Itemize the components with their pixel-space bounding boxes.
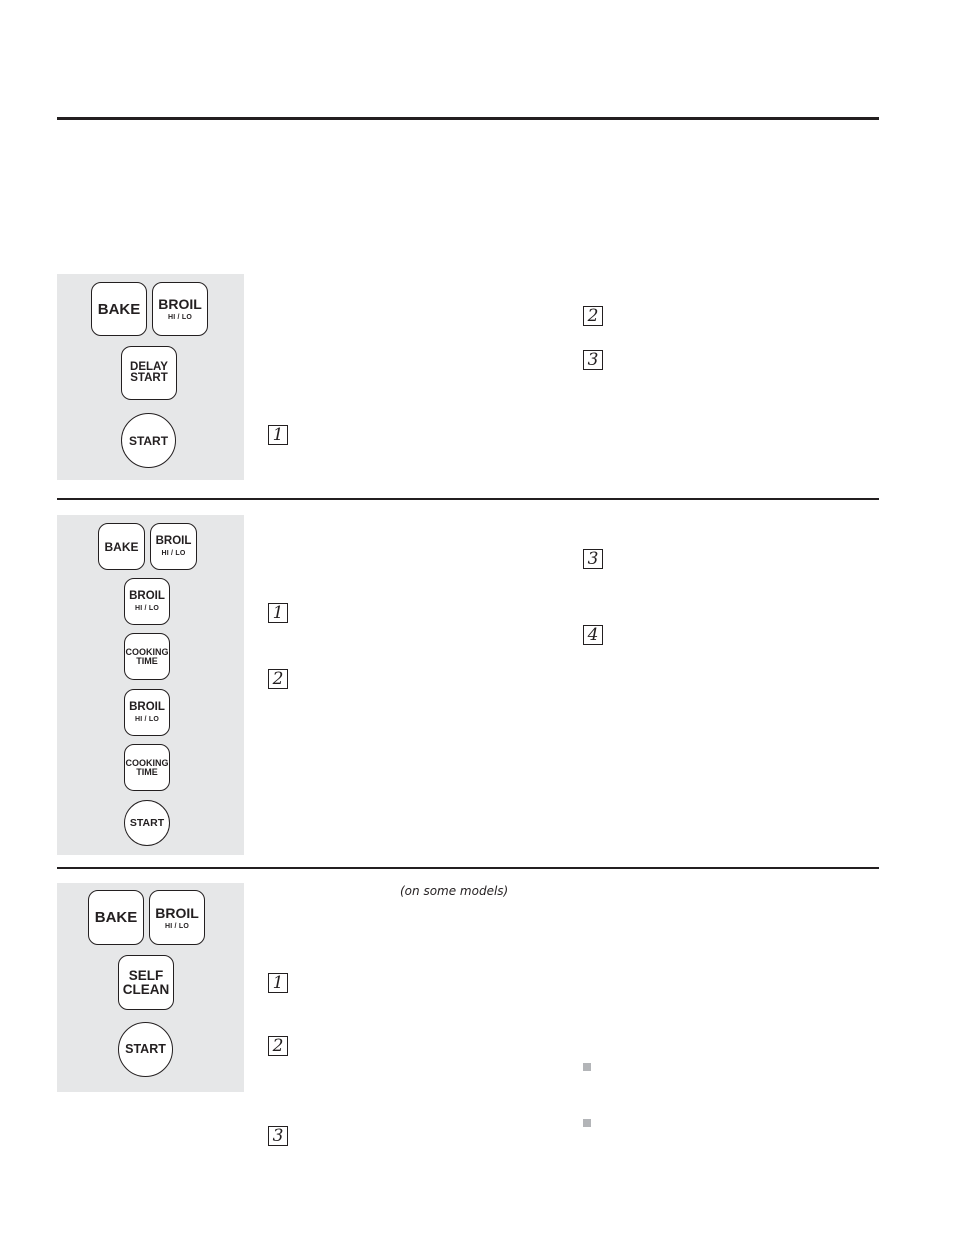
step-3-marker: 3 [268, 1126, 288, 1146]
key-sublabel: HI / LO [161, 550, 186, 558]
start-key[interactable] [121, 413, 176, 468]
step-2-marker: 2 [268, 1036, 288, 1056]
broil-key[interactable] [152, 282, 208, 336]
step-2-marker: 2 [583, 306, 603, 326]
step-1-marker: 1 [268, 973, 288, 993]
section-divider [57, 867, 879, 869]
key-label: BROIL [158, 296, 202, 312]
section-divider [57, 498, 879, 500]
key-label: START [128, 433, 169, 448]
key-label: BROIL [155, 904, 199, 921]
key-label: COOKING TIME [125, 646, 169, 666]
header-rule [57, 117, 879, 120]
bake-key[interactable] [98, 523, 145, 570]
broil-key[interactable] [124, 578, 170, 625]
key-sublabel: HI / LO [168, 314, 192, 321]
key-label: BAKE [94, 909, 138, 926]
models-note: (on some models) [400, 884, 509, 898]
key-label: COOKING TIME [125, 757, 169, 777]
bake-key[interactable] [88, 890, 144, 945]
step-2-marker: 2 [268, 669, 288, 689]
cooking-time-key[interactable] [124, 633, 170, 680]
bullet-marker [583, 1119, 591, 1127]
step-1-marker: 1 [268, 603, 288, 623]
bake-key[interactable] [91, 282, 147, 336]
key-label: START [129, 816, 165, 829]
broil-key[interactable] [150, 523, 197, 570]
broil-key[interactable] [124, 689, 170, 736]
step-1-marker: 1 [268, 425, 288, 445]
step-3-marker: 3 [583, 549, 603, 569]
key-label: BROIL [129, 589, 165, 602]
key-label: SELF CLEAN [122, 968, 170, 997]
bullet-marker [583, 1063, 591, 1071]
delay-start-key[interactable] [121, 346, 177, 400]
start-key[interactable] [118, 1022, 173, 1077]
key-label: BROIL [129, 700, 165, 713]
step-4-marker: 4 [583, 625, 603, 645]
key-sublabel: HI / LO [165, 922, 189, 930]
key-sublabel: HI / LO [135, 716, 159, 724]
key-label: START [125, 1042, 166, 1057]
cooking-time-key[interactable] [124, 744, 170, 791]
start-key[interactable] [124, 800, 170, 846]
key-label: BAKE [104, 539, 139, 554]
self-clean-key[interactable] [118, 955, 174, 1010]
key-label: BAKE [97, 300, 141, 318]
key-label: BROIL [155, 534, 192, 547]
key-sublabel: HI / LO [135, 605, 159, 613]
step-3-marker: 3 [583, 350, 603, 370]
key-label: DELAY START [130, 360, 168, 384]
broil-key[interactable] [149, 890, 205, 945]
